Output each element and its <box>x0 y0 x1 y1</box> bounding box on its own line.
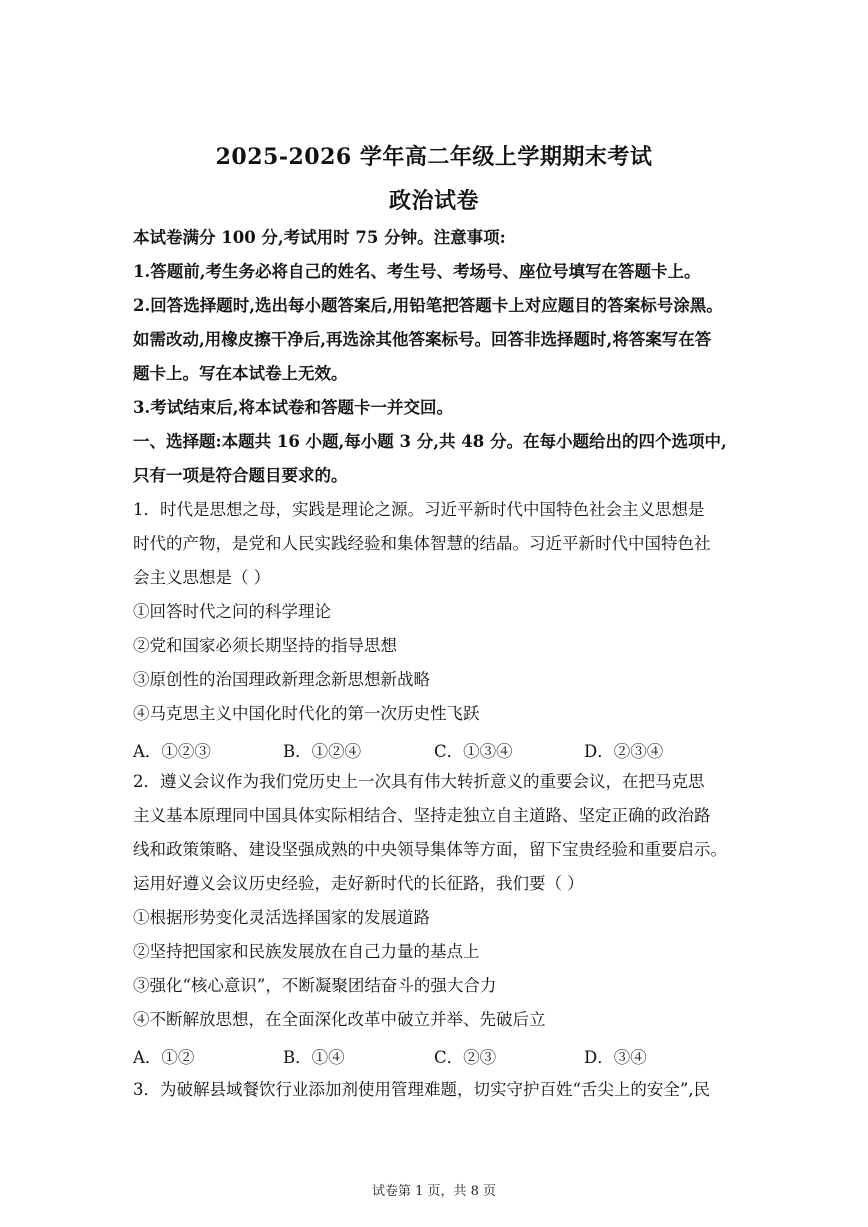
question-1-option-a: A．①②③ <box>133 742 211 761</box>
exam-subtitle: 政治试卷 <box>388 188 479 214</box>
question-1-stem-line-2: 时代的产物，是党和人民实践经验和集体智慧的结晶。习近平新时代中国特色社 <box>133 534 711 553</box>
instruction-item-2-line-1: 2.回答选择题时,选出每小题答案后,用铅笔把答题卡上对应题目的答案标号涂黑。 <box>133 296 723 315</box>
instructions-intro: 本试卷满分 100 分,考试用时 75 分钟。注意事项: <box>133 228 506 247</box>
section-heading-line-2: 只有一项是符合题目要求的。 <box>133 466 348 485</box>
question-1-statement-1: ①回答时代之问的科学理论 <box>133 602 331 621</box>
question-2-statement-1: ①根据形势变化灵活选择国家的发展道路 <box>133 908 430 927</box>
question-2-option-a: A．①② <box>133 1048 195 1067</box>
question-2-stem-line-4: 运用好遵义会议历史经验，走好新时代的长征路，我们要（ ） <box>133 874 584 893</box>
instruction-item-2-line-2: 如需改动,用橡皮擦干净后,再选涂其他答案标号。回答非选择题时,将答案写在答 <box>133 330 712 349</box>
question-1-stem-line-1: 1．时代是思想之母，实践是理论之源。习近平新时代中国特色社会主义思想是 <box>133 500 705 519</box>
question-1-option-d: D．②③④ <box>584 742 664 761</box>
question-2-statement-4: ④不断解放思想，在全面深化改革中破立并举、先破后立 <box>133 1010 546 1029</box>
question-2-option-d: D．③④ <box>584 1048 647 1067</box>
instruction-item-1: 1.答题前,考生务必将自己的姓名、考生号、考场号、座位号填写在答题卡上。 <box>133 262 701 281</box>
question-1-option-c: C．①③④ <box>434 742 513 761</box>
exam-title: 2025-2026 学年高二年级上学期期末考试 <box>215 144 653 170</box>
question-1-statement-4: ④马克思主义中国化时代化的第一次历史性飞跃 <box>133 704 480 723</box>
question-2-stem-line-1: 2．遵义会议作为我们党历史上一次具有伟大转折意义的重要会议，在把马克思 <box>133 772 705 791</box>
question-2-stem-line-3: 线和政策策略、建设坚强成熟的中央领导集体等方面，留下宝贵经验和重要启示。 <box>133 840 727 859</box>
question-2-option-c: C．②③ <box>434 1048 497 1067</box>
question-2-options <box>133 1044 753 1067</box>
page-footer: 试卷第 1 页，共 8 页 <box>371 1184 497 1199</box>
question-1-option-b: B．①②④ <box>283 742 362 761</box>
question-2-statement-3: ③强化“核心意识”，不断凝聚团结奋斗的强大合力 <box>133 976 497 995</box>
question-2-option-b: B．①④ <box>283 1048 345 1067</box>
question-2-stem-line-2: 主义基本原理同中国具体实际相结合、坚持走独立自主道路、坚定正确的政治路 <box>133 806 711 825</box>
question-1-options <box>133 738 753 761</box>
question-3-stem-line-1: 3．为破解县域餐饮行业添加剂使用管理难题，切实守护百姓“舌尖上的安全”,民 <box>133 1080 711 1099</box>
section-heading-line-1: 一、选择题:本题共 16 小题,每小题 3 分,共 48 分。在每小题给出的四个选项中, <box>133 432 727 451</box>
instruction-item-2-line-3: 题卡上。写在本试卷上无效。 <box>133 364 348 383</box>
question-1-statement-3: ③原创性的治国理政新理念新思想新战略 <box>133 670 430 689</box>
instruction-item-3: 3.考试结束后,将本试卷和答题卡一并交回。 <box>133 398 453 417</box>
question-2-statement-2: ②坚持把国家和民族发展放在自己力量的基点上 <box>133 942 480 961</box>
question-1-statement-2: ②党和国家必须长期坚持的指导思想 <box>133 636 397 655</box>
question-1-stem-line-3: 会主义思想是（ ） <box>133 568 271 587</box>
